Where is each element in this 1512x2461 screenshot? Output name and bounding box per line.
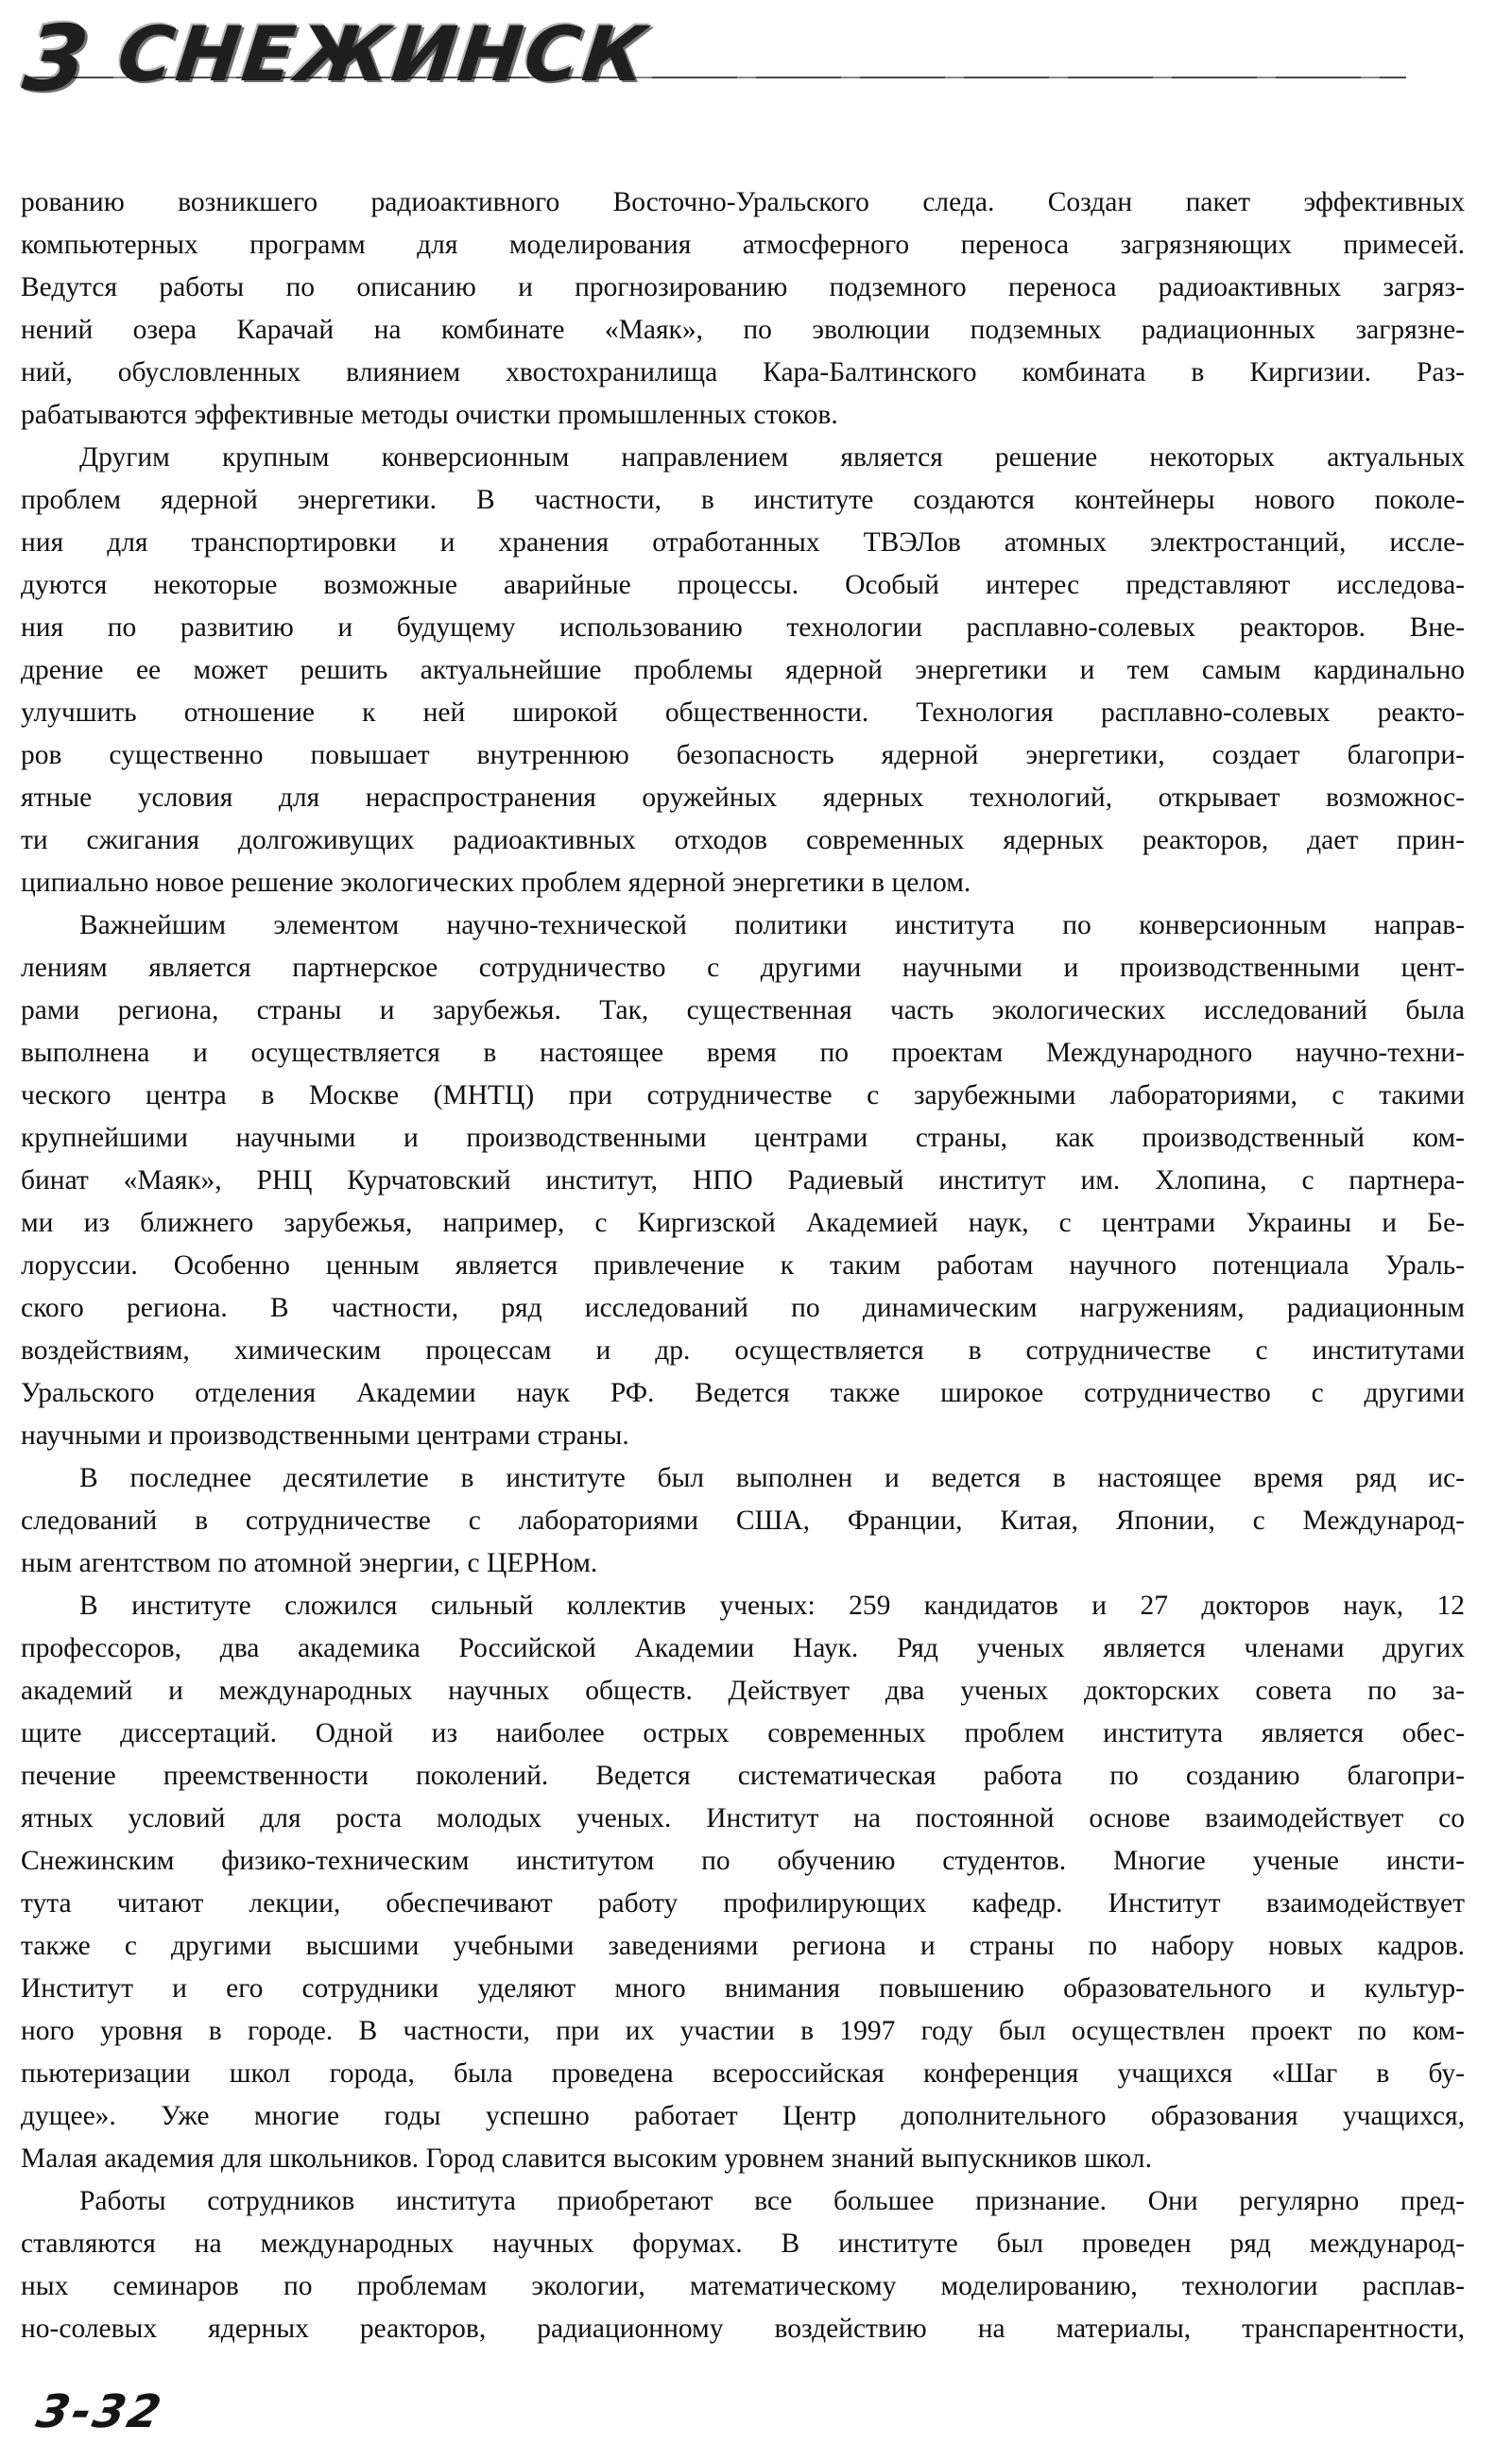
text-line: щите диссертаций. Одной из наиболее острых современных проблем института является обес- <box>21 1718 1465 1748</box>
text-line: но-солевых ядерных реакторов, радиационному воздействию на материалы, транспарентности, <box>21 2314 1465 2344</box>
text-line: Важнейшим элементом научно-технической политики института по конверсионным направ- <box>79 910 1465 940</box>
text-line: ния для транспортировки и хранения отработанных ТВЭЛов атомных электростанций, иссле- <box>21 527 1465 558</box>
text-line: ми из ближнего зарубежья, например, с Киргизской Академией наук, с центрами Украины и Бе- <box>21 1208 1465 1238</box>
text-line: воздействиям, химическим процессам и др. осуществляется в сотрудничестве с институтами <box>21 1335 1465 1366</box>
text-line: ных семинаров по проблемам экологии, математическому моделированию, технологии расплав- <box>21 2271 1465 2301</box>
text-line: нений озера Карачай на комбинате «Маяк», по эволюции подземных радиационных загрязне- <box>21 315 1465 345</box>
text-line: Другим крупным конверсионным направлением является решение некоторых актуальных <box>79 442 1465 473</box>
text-line: ципиально новое решение экологических проблем ядерной энергетики в целом. <box>21 868 971 898</box>
text-line: ятные условия для нераспространения оружейных ядерных технологий, открывает возможнос- <box>21 783 1465 813</box>
text-line: Работы сотрудников института приобретают все большее признание. Они регулярно пред- <box>79 2186 1465 2216</box>
text-line: ятных условий для роста молодых ученых. Институт на постоянной основе взаимодействует со <box>21 1803 1465 1833</box>
text-line: бинат «Маяк», РНЦ Курчатовский институт, НПО Радиевый институт им. Хлопина, с партнера- <box>21 1165 1465 1196</box>
text-line: ний, обусловленных влиянием хвостохранилища Кара-Балтинского комбината в Киргизии. Раз- <box>21 357 1465 387</box>
text-line: академий и международных научных обществ. Действует два ученых докторских совета по за- <box>21 1676 1465 1706</box>
text-line: ным агентством по атомной энергии, с ЦЕРНом. <box>21 1548 598 1578</box>
chapter-header-logo <box>18 6 654 112</box>
text-line: Малая академия для школьников. Город славится высоким уровнем знаний выпускников школ. <box>21 2143 1152 2174</box>
text-line: Уральского отделения Академии наук РФ. Ведется также широкое сотрудничество с другими <box>21 1378 1465 1408</box>
text-line: профессоров, два академика Российской Академии Наук. Ряд ученых является членами других <box>21 1633 1465 1663</box>
text-line: дущее». Уже многие годы успешно работает Центр дополнительного образования учащихся, <box>21 2101 1465 2131</box>
text-line: ского региона. В частности, ряд исследований по динамическим нагружениям, радиационным <box>21 1293 1465 1323</box>
chapter-city-name: СНЕЖИНСК <box>112 10 654 98</box>
text-line: выполнена и осуществляется в настоящее время по проектам Международного научно-техни- <box>21 1038 1465 1068</box>
text-line: пьютеризации школ города, была проведена всероссийская конференция учащихся «Шаг в бу- <box>21 2058 1465 2089</box>
text-line: лоруссии. Особенно ценным является привлечение к таким работам научного потенциала Ураль- <box>21 1250 1465 1281</box>
text-line: рами региона, страны и зарубежья. Так, существенная часть экологических исследований была <box>21 995 1465 1025</box>
text-line: В последнее десятилетие в институте был выполнен и ведется в настоящее время ряд ис- <box>79 1463 1465 1493</box>
text-line: ти сжигания долгоживущих радиоактивных отходов современных ядерных реакторов, дает прин- <box>21 825 1465 855</box>
text-line: следований в сотрудничестве с лабораториями США, Франции, Китая, Японии, с Международ- <box>21 1506 1465 1536</box>
page-number: 3-32 <box>32 2385 169 2438</box>
text-line: научными и производственными центрами страны. <box>21 1420 629 1451</box>
text-line: рованию возникшего радиоактивного Восточно-Уральского следа. Создан пакет эффективных <box>21 187 1465 217</box>
text-line: крупнейшими научными и производственными центрами страны, как производственный ком- <box>21 1123 1465 1153</box>
text-line: тута читают лекции, обеспечивают работу профилирующих кафедр. Институт взаимодействует <box>21 1888 1465 1919</box>
chapter-number: 3 <box>18 6 96 112</box>
text-line: дуются некоторые возможные аварийные процессы. Особый интерес представляют исследова- <box>21 570 1465 600</box>
text-line: В институте сложился сильный коллектив ученых: 259 кандидатов и 27 докторов наук, 12 <box>79 1591 1465 1621</box>
text-line: Снежинским физико-техническим институтом по обучению студентов. Многие ученые инсти- <box>21 1846 1465 1876</box>
text-line: рабатываются эффективные методы очистки промышленных стоков. <box>21 400 838 430</box>
text-line: также с другими высшими учебными заведениями региона и страны по набору новых кадров. <box>21 1931 1465 1961</box>
text-line: дрение ее может решить актуальнейшие проблемы ядерной энергетики и тем самым кардинально <box>21 655 1465 685</box>
text-line: ставляются на международных научных форумах. В институте был проведен ряд международ- <box>21 2229 1465 2259</box>
text-block <box>21 181 1465 2350</box>
text-line: проблем ядерной энергетики. В частности, в институте создаются контейнеры нового поколе- <box>21 485 1465 515</box>
text-line: улучшить отношение к ней широкой общественности. Технология расплавно-солевых реакто- <box>21 697 1465 728</box>
text-line: Ведутся работы по описанию и прогнозированию подземного переноса радиоактивных загряз- <box>21 272 1465 302</box>
text-line: компьютерных программ для моделирования атмосферного переноса загрязняющих примесей. <box>21 230 1465 260</box>
text-line: Институт и его сотрудники уделяют много внимания повышению образовательного и культур- <box>21 1973 1465 2004</box>
text-line: печение преемственности поколений. Ведется систематическая работа по созданию благопри- <box>21 1761 1465 1791</box>
text-line: ческого центра в Москве (МНТЦ) при сотрудничестве с зарубежными лабораториями, с такими <box>21 1080 1465 1110</box>
text-line: лениям является партнерское сотрудничество с другими научными и производственными цент- <box>21 953 1465 983</box>
text-line: ров существенно повышает внутреннюю безопасность ядерной энергетики, создает благопри- <box>21 740 1465 770</box>
text-line: ния по развитию и будущему использованию технологии расплавно-солевых реакторов. Вне- <box>21 612 1465 643</box>
text-line: ного уровня в городе. В частности, при их участии в 1997 году был осуществлен проект по ком- <box>21 2016 1465 2046</box>
